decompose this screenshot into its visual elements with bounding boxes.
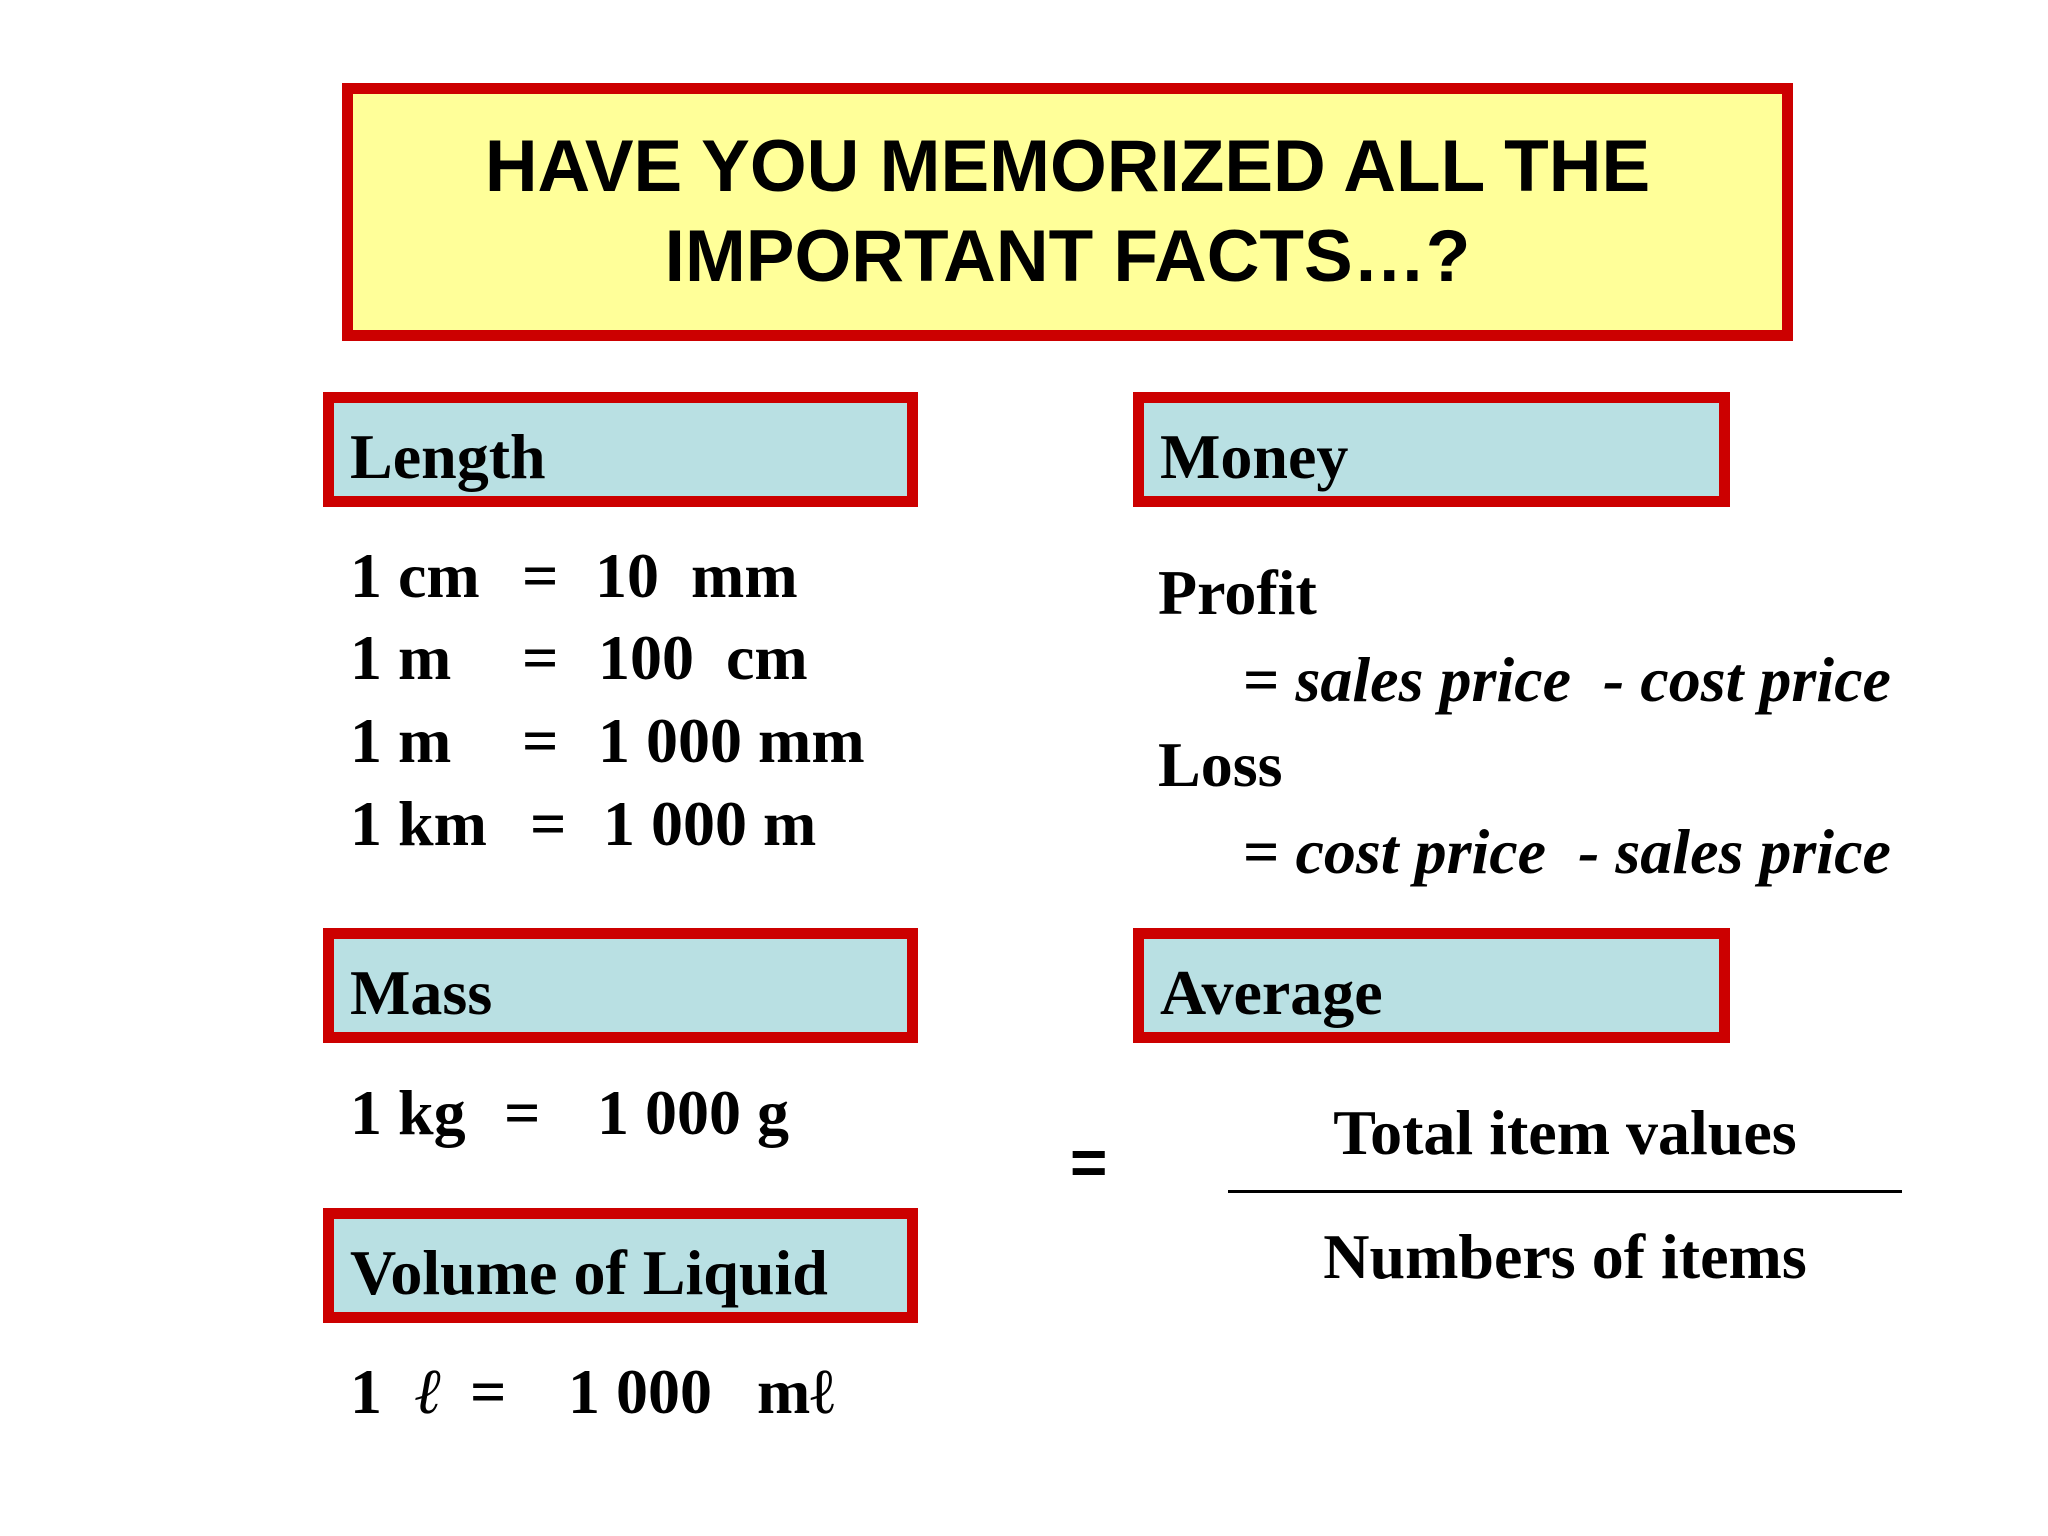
title-box: [342, 83, 1793, 341]
length-row-2-rhs: 100 cm: [598, 622, 808, 693]
volume-rhs-unit: mℓ: [757, 1356, 835, 1427]
loss-formula: cost price - sales price: [1295, 816, 1891, 887]
length-row-4-eq: =: [530, 788, 567, 859]
length-row-3-lhs: 1 m: [350, 705, 452, 776]
length-row-4-lhs: 1 km: [350, 788, 487, 859]
title-line-2: IMPORTANT FACTS…?: [664, 216, 1471, 297]
mass-rhs: 1 000 g: [597, 1077, 789, 1148]
average-heading: Average: [1160, 956, 1383, 1028]
volume-row: [350, 1356, 835, 1536]
loss-formula-row: [1243, 816, 1891, 887]
volume-heading: Volume of Liquid: [350, 1236, 828, 1308]
money-heading: Money: [1160, 420, 1349, 492]
length-row-2-lhs: 1 m: [350, 622, 452, 693]
fraction-line: [1228, 1190, 1902, 1193]
loss-label: Loss: [1158, 729, 1283, 800]
title-line-1: HAVE YOU MEMORIZED ALL THE: [484, 126, 1651, 207]
average-numerator: Total item values: [1333, 1097, 1797, 1168]
money-heading-box: [1133, 392, 1730, 507]
mass-eq: =: [504, 1077, 541, 1148]
average-equals-sign: =: [1070, 1126, 1108, 1198]
length-row-3-eq: =: [522, 705, 559, 776]
mass-heading-box: [323, 928, 918, 1043]
length-row-4-rhs: 1 000 m: [603, 788, 817, 859]
profit-equals: =: [1243, 644, 1296, 715]
length-row-1-lhs: 1 cm: [350, 540, 480, 611]
volume-lhs-number: 1: [350, 1356, 382, 1427]
length-heading-box: [323, 392, 918, 507]
volume-eq: =: [470, 1356, 507, 1427]
length-row-2-eq: =: [522, 622, 559, 693]
volume-rhs-number: 1 000: [568, 1356, 712, 1427]
length-row-1-eq: =: [522, 540, 559, 611]
volume-heading-box: [323, 1208, 918, 1323]
volume-lhs-unit: ℓ: [415, 1356, 443, 1427]
mass-heading: Mass: [350, 956, 493, 1028]
loss-equals: =: [1243, 816, 1296, 887]
length-heading: Length: [350, 420, 546, 492]
length-row-1-rhs: 10 mm: [595, 540, 798, 611]
average-heading-box: [1133, 928, 1730, 1043]
profit-formula-row: [1243, 644, 1891, 715]
profit-label: Profit: [1158, 557, 1317, 628]
profit-formula: sales price - cost price: [1295, 644, 1891, 715]
average-denominator: Numbers of items: [1323, 1221, 1807, 1292]
mass-lhs: 1 kg: [350, 1077, 466, 1148]
length-row-3-rhs: 1 000 mm: [598, 705, 865, 776]
